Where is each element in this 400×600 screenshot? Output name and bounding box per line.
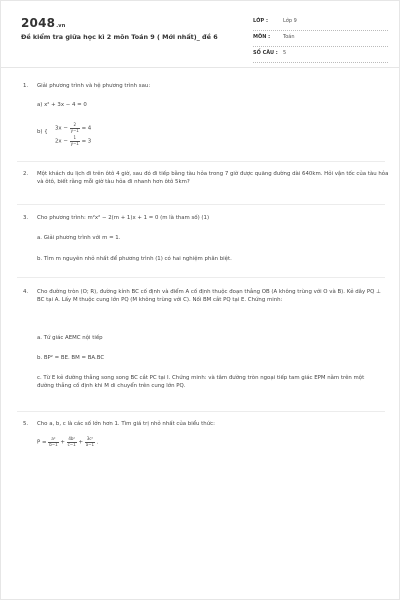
question-number: 3.: [23, 215, 29, 221]
question-number: 4.: [23, 289, 29, 295]
logo-text: 2048: [21, 16, 56, 30]
question-1-part-b-system: [37, 122, 117, 148]
fraction-numerator: a²: [48, 437, 58, 443]
meta-value: Lớp 9: [283, 18, 297, 24]
exam-header: [1, 1, 400, 67]
eq-left: 2x −: [55, 138, 68, 145]
question-3-part-a: a. Giải phương trình với m = 1.: [37, 235, 121, 241]
expr-prefix: P =: [37, 439, 47, 446]
site-logo[interactable]: [21, 16, 66, 30]
meta-value: 5: [283, 50, 287, 56]
header-divider: [1, 67, 400, 68]
expr-term: [48, 437, 58, 447]
eq-fraction: [70, 136, 80, 146]
fraction-numerator: 3c²: [86, 436, 94, 441]
fraction-denominator: y−1: [70, 140, 79, 146]
exam-meta: [253, 15, 388, 63]
document-title: Đề kiểm tra giữa học kì 2 môn Toán 9 ( Mới nhất)_ đề 6: [21, 33, 218, 41]
meta-row-count: [253, 47, 388, 63]
question-3-part-b: b. Tìm m nguyên nhỏ nhất để phương trình (1) có hai nghiệm phân biệt.: [37, 256, 232, 262]
fraction-denominator: y−1: [70, 127, 79, 133]
eq-left: 3x −: [55, 125, 68, 132]
question-number: 1.: [23, 83, 29, 89]
system-equation-1: [55, 123, 91, 133]
question-text: Cho phương trình: m²x² − 2(m + 1)x + 1 = 0 (m là tham số) (1): [37, 215, 210, 221]
logo-suffix: .vn: [56, 23, 66, 29]
question-text: Cho a, b, c là các số lớn hơn 1. Tìm giá trị nhỏ nhất của biểu thức:: [37, 421, 215, 427]
expr-plus: +: [78, 439, 83, 446]
expr-plus: +: [60, 439, 65, 446]
question-4-part-a: a. Tứ giác AEMC nội tiếp: [37, 335, 103, 341]
question-divider: [17, 161, 385, 162]
question-text: Giải phương trình và hệ phương trình sau:: [37, 83, 151, 89]
system-equation-2: [55, 136, 91, 146]
eq-fraction: [70, 123, 80, 133]
question-text: Một khách du lịch đi trên ôtô 4 giờ, sau đó đi tiếp bằng tàu hỏa trong 7 giờ được quãng đường dài 640km. Hỏi vận tốc của tàu hỏa và ôtô, biết rằng mỗi giờ tàu hỏa đi nhanh hơn ôtô 5km?: [37, 171, 389, 186]
question-number: 5.: [23, 421, 29, 427]
meta-label: LỚP :: [253, 18, 268, 24]
expr-term: [85, 437, 95, 447]
expr-end: .: [96, 439, 99, 446]
question-5-expression: [37, 437, 98, 447]
meta-label: MÔN :: [253, 34, 271, 40]
question-divider: [17, 411, 385, 412]
fraction-numerator: 1: [70, 136, 80, 142]
system-label: b) {: [37, 129, 48, 135]
meta-value: Toán: [283, 34, 295, 40]
fraction-numerator: 2: [70, 123, 80, 129]
expr-term: [67, 437, 77, 447]
fraction-denominator: c−1: [67, 441, 76, 447]
question-1-part-a: a) x² + 3x − 4 = 0: [37, 102, 87, 108]
eq-right: = 4: [81, 125, 92, 132]
meta-row-subject: [253, 31, 388, 47]
question-text: Cho đường tròn (O; R), đường kính BC cố định và điểm A cố định thuộc đoạn thẳng OB (A không trùng với O và B). Kẻ dây PQ ⊥ BC tại A. Lấy M thuộc cung lớn PQ (M không trùng với C). Nối BM cắt PQ tại E. Chứng minh:: [37, 289, 381, 304]
meta-row-class: [253, 15, 388, 31]
question-divider: [17, 277, 385, 278]
question-4-part-c: c. Từ E kẻ đường thẳng song song BC cắt PC tại I. Chứng minh: và tâm đường tròn ngoại tiếp tam giác EPM nằm trên một đường thẳng cố định khi M di chuyển trên cung lớn PQ.: [37, 375, 365, 390]
question-number: 2.: [23, 171, 29, 177]
eq-right: = 3: [81, 138, 92, 145]
fraction-denominator: a−1: [85, 441, 95, 447]
question-4-part-b: b. BP² = BE. BM = BA.BC: [37, 355, 105, 361]
fraction-numerator: 4b²: [68, 436, 75, 441]
question-divider: [17, 204, 385, 205]
fraction-denominator: b−1: [49, 441, 58, 447]
meta-label: SỐ CÂU :: [253, 50, 278, 56]
